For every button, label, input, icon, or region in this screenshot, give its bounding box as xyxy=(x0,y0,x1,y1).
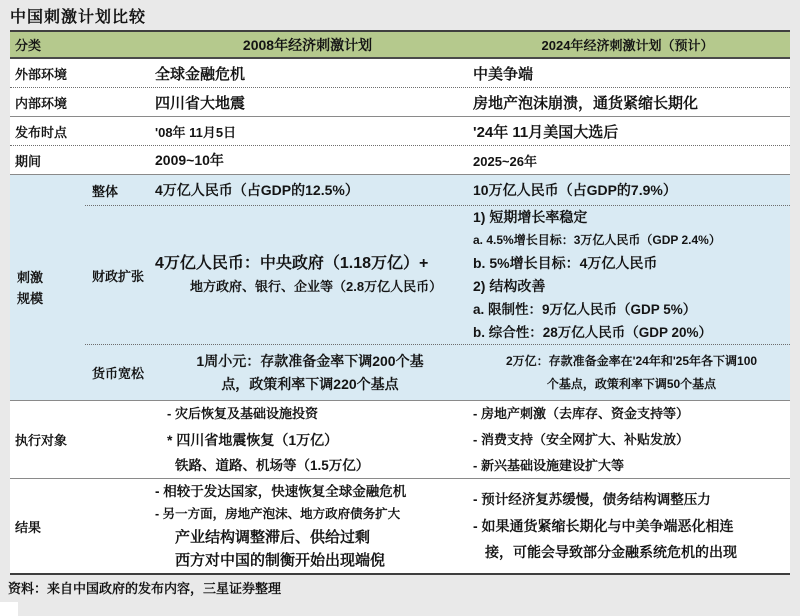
header-category: 分类 xyxy=(15,38,42,53)
fiscal-2024-line: b. 5%增长目标：4万亿人民币 xyxy=(473,255,658,271)
row-label-results: 结果 xyxy=(15,519,42,535)
monetary-2024-line: 个基点，政策利率下调50个基点 xyxy=(546,376,717,391)
cell-monetary-2024 xyxy=(465,345,790,400)
cell-internal-2024: 房地产泡沫崩溃，通货紧缩长期化 xyxy=(473,94,699,112)
source-note: 资料：来自中国政府的发布内容，三星证券整理 xyxy=(8,581,282,596)
cell-period-2008: 2009~10年 xyxy=(155,152,224,168)
targets-2024-line: - 新兴基础设施建设扩大等 xyxy=(473,457,624,473)
cell-external-2008: 全球金融危机 xyxy=(155,65,246,83)
targets-2024-line: - 消费支持（安全网扩大、补贴发放） xyxy=(473,431,689,447)
comparison-table xyxy=(10,30,790,575)
bottom-left-corner xyxy=(0,602,18,616)
targets-2024-line: - 房地产刺激（去库存、资金支持等） xyxy=(473,405,689,421)
row-internal-environment xyxy=(10,88,790,117)
table-header-row xyxy=(10,32,790,59)
row-period xyxy=(10,146,790,175)
row-label-announce: 发布时点 xyxy=(15,124,68,140)
results-2024-line: 接，可能会导致部分金融系统危机的出现 xyxy=(485,544,737,560)
results-2008-line: - 另一方面，房地产泡沫、地方政府债务扩大 xyxy=(155,507,401,521)
cell-results-2024 xyxy=(465,479,790,573)
cell-fiscal-2024 xyxy=(465,206,790,344)
row-label-targets: 执行对象 xyxy=(15,433,68,448)
cell-fiscal-2008 xyxy=(150,206,465,344)
cell-overall-2008: 4万亿人民币（占GDP的12.5%） xyxy=(155,182,359,198)
sublabel-fiscal: 财政扩张 xyxy=(92,268,145,284)
header-2008-plan: 2008年经济刺激计划 xyxy=(242,36,373,53)
row-label-internal: 内部环境 xyxy=(15,95,68,111)
fiscal-2024-line: 2) 结构改善 xyxy=(473,278,546,294)
fiscal-2008-line: 地方政府、银行、企业等（2.8万亿人民币） xyxy=(190,279,443,294)
fiscal-2024-line: b. 综合性：28万亿人民币（GDP 20%） xyxy=(473,325,713,340)
results-2008-line: 产业结构调整滞后、供给过剩 xyxy=(175,529,371,546)
cell-announce-2024: '24年 11月美国大选后 xyxy=(473,123,619,141)
row-results xyxy=(10,479,790,573)
results-2024-line: - 如果通货紧缩长期化与中美争端恶化相连 xyxy=(473,518,734,534)
monetary-2024-line: 2万亿：存款准备金率在'24年和'25年各下调100 xyxy=(505,353,758,368)
targets-2008-line: 铁路、道路、机场等（1.5万亿） xyxy=(175,457,370,473)
row-label-external: 外部环境 xyxy=(15,66,68,82)
cell-targets-2024 xyxy=(465,401,790,478)
cell-external-2024: 中美争端 xyxy=(473,65,534,83)
fiscal-2024-line: a. 4.5%增长目标：3万亿人民币（GDP 2.4%） xyxy=(473,233,721,247)
cell-period-2024: 2025~26年 xyxy=(473,153,537,169)
cell-internal-2008: 四川省大地震 xyxy=(155,94,246,112)
monetary-2008-line: 点，政策利率下调220个基点 xyxy=(221,375,399,392)
cell-results-2008 xyxy=(150,479,465,573)
row-implementation-targets xyxy=(10,401,790,479)
cell-monetary-2008 xyxy=(150,345,465,400)
fiscal-2008-line: 4万亿人民币：中央政府（1.18万亿）+ xyxy=(155,255,429,272)
results-2008-line: - 相较于发达国家，快速恢复全球金融危机 xyxy=(155,484,407,499)
page-title: 中国刺激计划比较 xyxy=(10,9,147,26)
targets-2008-line: - 灾后恢复及基础设施投资 xyxy=(167,405,318,421)
cell-targets-2008 xyxy=(150,401,465,478)
row-announcement-date xyxy=(10,117,790,146)
sublabel-overall: 整体 xyxy=(92,183,119,199)
cell-overall-2024: 10万亿人民币（占GDP的7.9%） xyxy=(473,182,677,198)
results-2024-line: - 预计经济复苏缓慢，债务结构调整压力 xyxy=(473,492,711,507)
targets-2008-line: * 四川省地震恢复（1万亿） xyxy=(167,431,339,448)
sublabel-monetary: 货币宽松 xyxy=(92,366,145,381)
section-stimulus-scale xyxy=(10,175,790,401)
fiscal-2024-line: 1) 短期增长率稳定 xyxy=(473,209,588,225)
subrow-overall xyxy=(85,175,790,206)
row-external-environment xyxy=(10,59,790,88)
header-2024-plan: 2024年经济刺激计划（预计） xyxy=(541,38,714,53)
subrow-fiscal-expansion xyxy=(85,206,790,345)
subrow-monetary-easing xyxy=(85,345,790,400)
row-label-period: 期间 xyxy=(15,153,42,169)
row-label-stimulus-scale: 刺激规模 xyxy=(17,269,44,306)
results-2008-line: 西方对中国的制衡开始出现端倪 xyxy=(175,552,386,569)
monetary-2008-line: 1周小元：存款准备金率下调200个基 xyxy=(196,352,424,369)
fiscal-2024-line: a. 限制性：9万亿人民币（GDP 5%） xyxy=(473,302,697,317)
cell-announce-2008: '08年 11月5日 xyxy=(155,124,237,140)
